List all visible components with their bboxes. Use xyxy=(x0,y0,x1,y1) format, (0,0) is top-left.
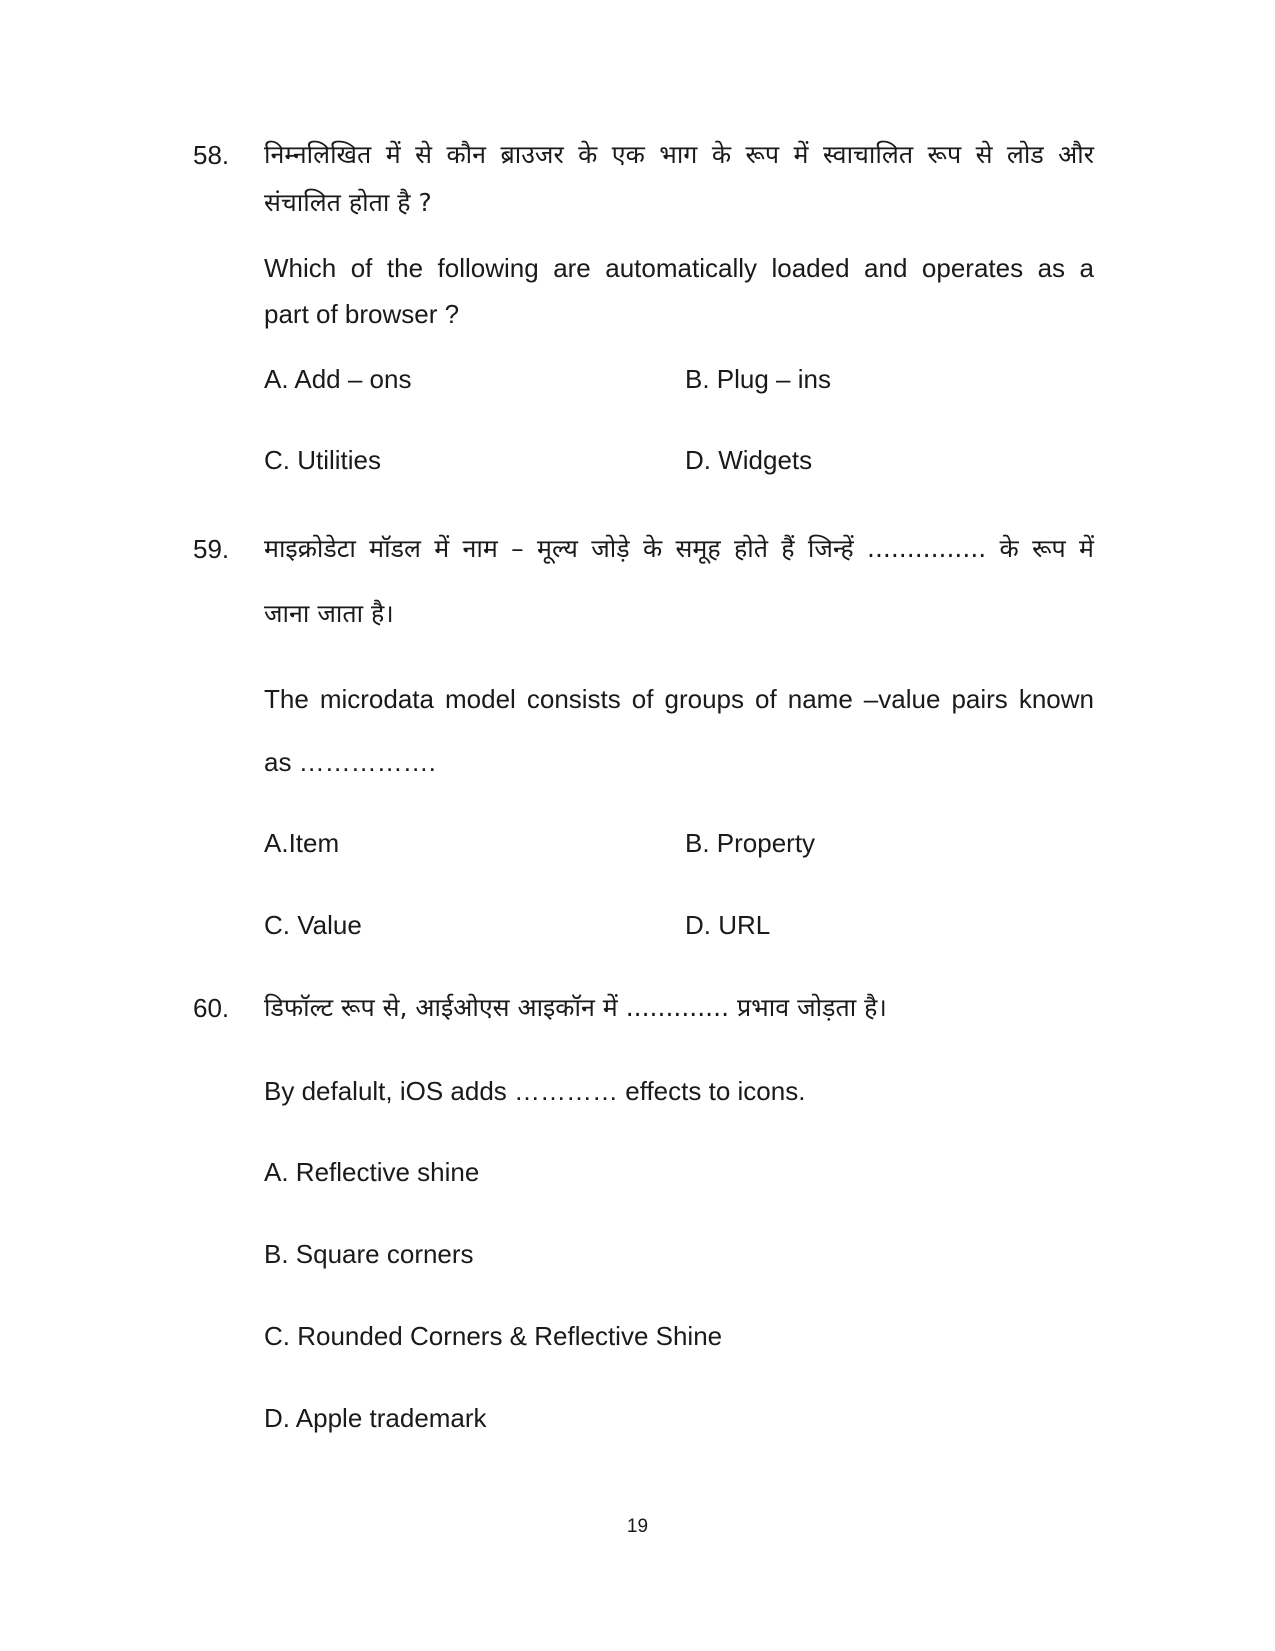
question-hindi-line: माइक्रोडेटा मॉडल में नाम – मूल्य जोड़े के समूह होते हैं जिन्हें ............... के रूप में xyxy=(264,534,1094,563)
question-number: 58. xyxy=(193,140,230,170)
question-english-line: as ……………. xyxy=(264,747,436,777)
option-c: C. Value xyxy=(264,910,362,940)
option-a: A. Reflective shine xyxy=(264,1157,480,1187)
question-hindi-line: डिफॉल्ट रूप से, आईओएस आइकॉन में ............. प्रभाव जोड़ता है। xyxy=(264,993,887,1022)
question-english-line: part of browser ? xyxy=(264,299,460,329)
question-english-line: By defalult, iOS adds ………… effects to icons. xyxy=(264,1076,806,1106)
option-a: A. Add – ons xyxy=(264,364,412,394)
option-b: B. Plug – ins xyxy=(685,364,831,394)
option-a: A.Item xyxy=(264,828,340,858)
option-b: B. Square corners xyxy=(264,1239,474,1269)
question-hindi-line: निम्नलिखित में से कौन ब्राउजर के एक भाग के रूप में स्वाचालित रूप से लोड और xyxy=(264,140,1094,169)
option-b: B. Property xyxy=(685,828,816,858)
question-number: 60. xyxy=(193,993,230,1023)
option-d: D. Widgets xyxy=(685,445,813,475)
page-number: 19 xyxy=(626,1516,649,1537)
option-d: D. URL xyxy=(685,910,771,940)
option-c: C. Utilities xyxy=(264,445,382,475)
question-english-line: Which of the following are automatically loaded and operates as a xyxy=(264,253,1094,283)
question-number: 59. xyxy=(193,534,230,564)
question-hindi-line: संचालित होता है ? xyxy=(264,188,432,217)
option-d: D. Apple trademark xyxy=(264,1403,487,1433)
option-c: C. Rounded Corners & Reflective Shine xyxy=(264,1321,723,1351)
question-english-line: The microdata model consists of groups of name –value pairs known xyxy=(264,684,1094,714)
question-hindi-line: जाना जाता है। xyxy=(264,599,394,628)
